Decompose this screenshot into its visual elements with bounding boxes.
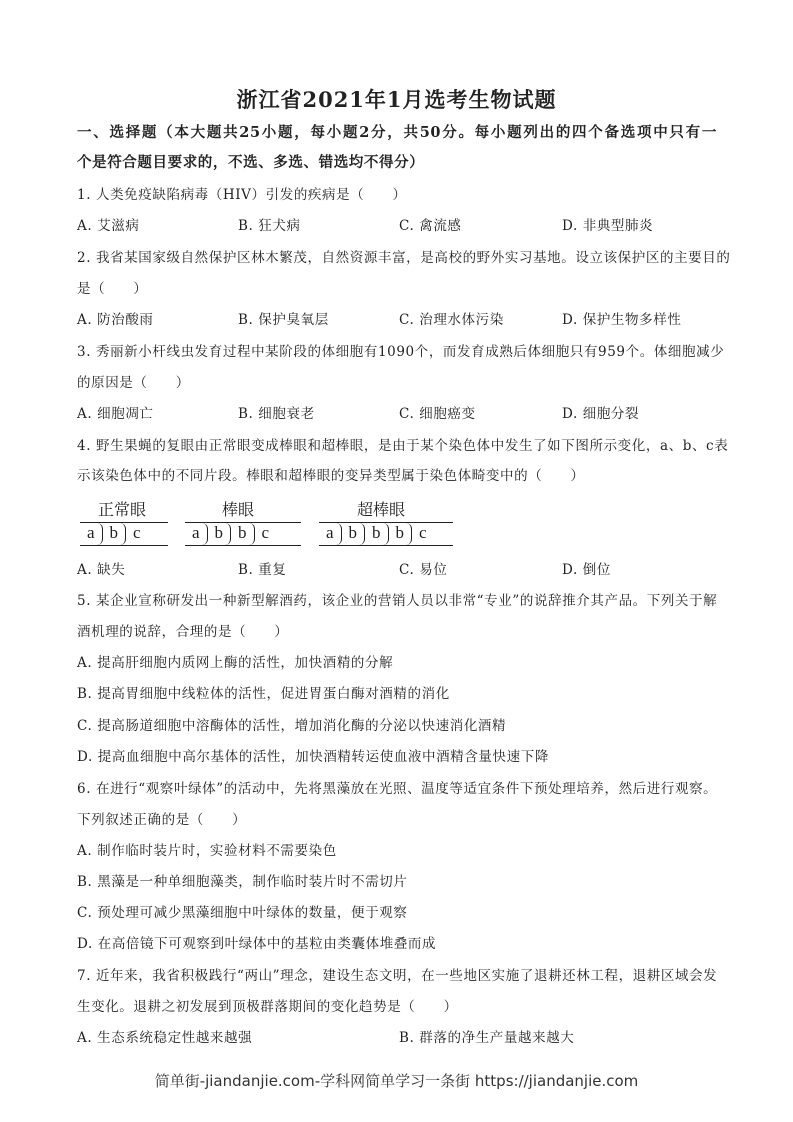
q2-option-b: B. 保护臭氧层 [238, 312, 329, 328]
q1-option-b: B. 狂犬病 [238, 218, 301, 234]
q7-option-a: A. 生态系统稳定性越来越强 [77, 1030, 253, 1046]
q3-stem-cont: 的原因是（ ） [77, 375, 190, 391]
q3-option-d: D. 细胞分裂 [562, 406, 640, 422]
q6-option-d: D. 在高倍镜下可观察到叶绿体中的基粒由类囊体堆叠而成 [77, 936, 437, 952]
q7-stem: 7. 近年来，我省积极践行“两山”理念，建设生态文明，在一些地区实施了退耕还林工程，退耕区域会发 [77, 968, 718, 984]
q3-option-b: B. 细胞衰老 [238, 406, 315, 422]
q3-option-a: A. 细胞凋亡 [77, 406, 154, 422]
super-bar-eye-chromosome [319, 522, 453, 546]
q2-stem-cont: 是（ ） [77, 281, 148, 297]
q7-option-b: B. 群落的净生产量越来越大 [399, 1030, 575, 1046]
q1-option-c: C. 禽流感 [399, 218, 462, 234]
q2-option-c: C. 治理水体污染 [399, 312, 504, 328]
page-title: 浙江省2021年1月选考生物试题 [236, 87, 557, 112]
q4-stem-cont: 示该染色体中的不同片段。棒眼和超棒眼的变异类型属于染色体畸变中的（ ） [77, 468, 585, 484]
segment: b [365, 523, 389, 545]
q4-stem: 4. 野生果蝇的复眼由正常眼变成棒眼和超棒眼，是由于某个染色体中发生了如下图所示变化，a、b、c表 [77, 438, 729, 454]
q5-stem-cont: 酒机理的说辞，合理的是（ ） [77, 624, 289, 640]
q2-option-d: D. 保护生物多样性 [562, 312, 682, 328]
segment: c [261, 523, 270, 542]
q5-stem: 5. 某企业宣称研发出一种新型解酒药，该企业的营销人员以非常“专业”的说辞推介其产品。下列关于解 [77, 593, 718, 609]
q3-stem: 3. 秀丽新小杆线虫发育过程中某阶段的体细胞有1090个，而发育成熟后体细胞只有959个。体细胞减少 [77, 344, 725, 360]
q1-stem: 1. 人类免疫缺陷病毒（HIV）引发的疾病是（ ） [77, 187, 407, 203]
q4-option-a: A. 缺失 [77, 562, 126, 578]
footer-watermark: 简单街-jiandanjie.com-学科网简单学习一条街 https://jiandanjie.com [154, 1072, 639, 1090]
q2-option-a: A. 防治酸雨 [77, 312, 154, 328]
segment: b [389, 523, 413, 545]
q4-option-d: D. 倒位 [562, 562, 611, 578]
segment: c [419, 523, 427, 542]
section-heading: 一、选择题（本大题共25小题，每小题2分，共50分。每小题列出的四个备选项中只有一 [77, 124, 717, 141]
segment: a [80, 523, 103, 545]
q5-option-a: A. 提高肝细胞内质网上酶的活性，加快酒精的分解 [77, 655, 394, 671]
q6-option-a: A. 制作临时装片时，实验材料不需要染色 [77, 843, 337, 859]
q1-option-a: A. 艾滋病 [77, 218, 140, 234]
normal-eye-chromosome [80, 522, 168, 546]
segment: b [231, 523, 255, 545]
q3-option-c: C. 细胞癌变 [399, 406, 476, 422]
section-heading-cont: 个是符合题目要求的，不选、多选、错选均不得分） [77, 154, 425, 171]
bar-eye-chromosome [185, 522, 301, 546]
q4-option-b: B. 重复 [238, 562, 287, 578]
segment: a [185, 523, 208, 545]
q7-stem-cont: 生变化。退耕之初发展到顶极群落期间的变化趋势是（ ） [77, 999, 458, 1015]
q6-option-c: C. 预处理可减少黑藻细胞中叶绿体的数量，便于观察 [77, 905, 408, 921]
bar-eye-label: 棒眼 [222, 500, 255, 519]
q6-stem-cont: 下列叙述正确的是（ ） [77, 812, 247, 828]
q5-option-d: D. 提高血细胞中高尔基体的活性，加快酒精转运使血液中酒精含量快速下降 [77, 749, 549, 765]
super-bar-eye-label: 超棒眼 [357, 500, 406, 519]
segment: b [208, 523, 232, 545]
q4-option-c: C. 易位 [399, 562, 448, 578]
q5-option-c: C. 提高肠道细胞中溶酶体的活性，增加消化酶的分泌以快速消化酒精 [77, 718, 507, 734]
q1-option-d: D. 非典型肺炎 [562, 218, 654, 234]
q2-stem: 2. 我省某国家级自然保护区林木繁茂，自然资源丰富，是高校的野外实习基地。设立该保护区的主要目的 [77, 250, 731, 266]
segment: b [342, 523, 366, 545]
q5-option-b: B. 提高胃细胞中线粒体的活性，促进胃蛋白酶对酒精的消化 [77, 686, 450, 702]
q6-stem: 6. 在进行“观察叶绿体”的活动中，先将黑藻放在光照、温度等适宜条件下预处理培养，然后进行观察。 [77, 781, 718, 797]
normal-eye-label: 正常眼 [98, 500, 147, 519]
segment: c [133, 523, 141, 542]
q6-option-b: B. 黑藻是一种单细胞藻类，制作临时装片时不需切片 [77, 874, 408, 890]
segment: b [103, 523, 127, 545]
segment: a [319, 523, 342, 545]
